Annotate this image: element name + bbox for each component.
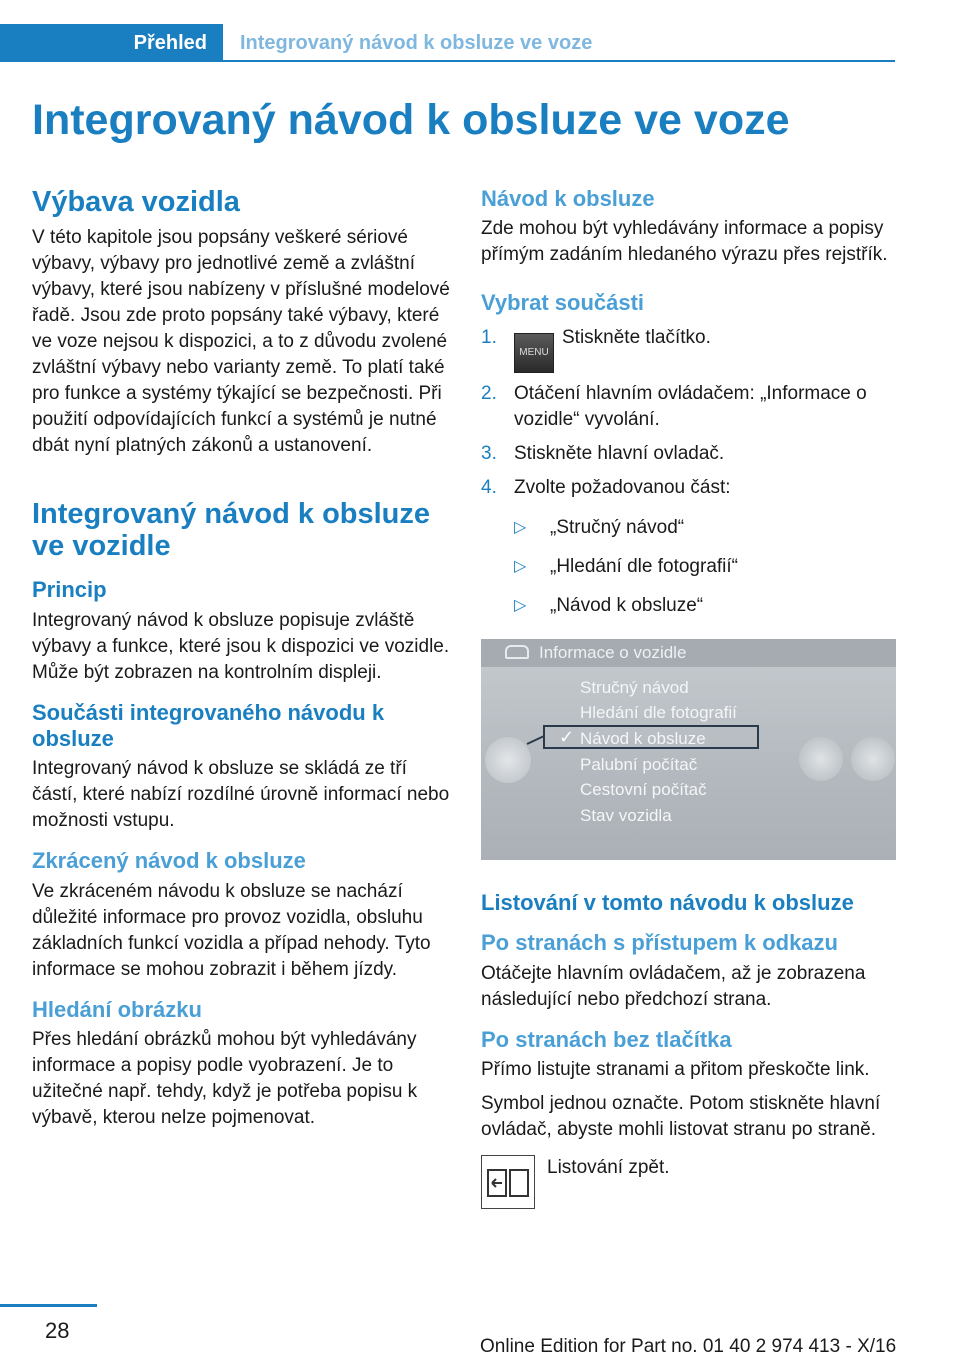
subheading: Po stranách bez tlačítka (481, 1026, 732, 1052)
paragraph: Otáčejte hlavním ovládačem, až je zobrazena následující nebo předchozí strana. (481, 962, 866, 1010)
idrive-screen-image (481, 639, 896, 860)
screen-icon (851, 737, 895, 781)
sub-item-text: „Návod k obsluze“ (550, 594, 704, 616)
sub-item-text: „Hledání dle fotografií“ (550, 555, 738, 577)
screen-menu-item: Stav vozidla (580, 805, 672, 825)
list-icon (799, 737, 843, 781)
subheading: Zkrácený návod k obsluze (32, 848, 306, 874)
footer-line (0, 1304, 97, 1307)
book-back-icon (481, 1155, 535, 1209)
paragraph: Integrovaný návod k obsluze se skládá ze tří částí, které nabízí rozdílné úrovně informací nebo možnosti vstupu. (32, 758, 450, 832)
paragraph: V této kapitole jsou popsány veškeré sériové výbavy, výbavy pro jednotlivé země a zvláštní výbavy, které jsou nabízeny v příslušné modelové řadě. Jsou zde proto popsány také výbavy, které ve voze nejsou k dispozici, a to z důvodu zvolené zvláštní výbavy nebo varianty země. To platí také pro funkce a systémy týkající se bezpečnosti. Při použití odpovídajících funkcí a systémů je nutné dbát nyní platných zákonů a ustanovení. (32, 227, 450, 457)
page-header (0, 24, 895, 62)
header-line (223, 60, 895, 62)
back-row (481, 1155, 896, 1225)
triangle-bullet-icon: ▷ (514, 596, 527, 614)
section-heading: Integrovaný návod k obsluze ve vozidle (32, 498, 431, 563)
screen-title: Informace o vozidle (539, 642, 687, 662)
subheading: Vybrat součásti (481, 290, 645, 316)
paragraph: Symbol jednou označte. Potom stiskněte hlavní ovládač, abyste mohli listovat stranu po straně. (481, 1092, 881, 1140)
check-icon: ✓ (559, 726, 575, 747)
selection-pointer (527, 735, 544, 744)
screen-menu-item: Cestovní počítač (580, 780, 707, 800)
section-heading: Výbava vozidla (32, 186, 240, 218)
menu-button-icon: MENU (514, 333, 554, 373)
step-number: 2. (481, 382, 497, 404)
paragraph: Zde mohou být vyhledávány informace a popisy přímým zadáním hledaného výrazu přes rejstřík. (481, 218, 888, 266)
subheading: Hledání obrázku (32, 996, 202, 1022)
screen-menu (580, 675, 737, 829)
subheading: Návod k obsluze (481, 186, 655, 211)
left-column (32, 186, 450, 1139)
sub-item (514, 593, 896, 619)
header-tab: Přehled (0, 24, 223, 62)
back-text: Listování zpět. (547, 1156, 670, 1178)
car-icon (505, 645, 529, 659)
step-number: 3. (481, 442, 497, 464)
page-title: Integrovaný návod k obsluze ve voze (32, 96, 790, 144)
list-item (481, 441, 896, 467)
paragraph: Integrovaný návod k obsluze popisuje zvláště výbavy a funkce, které jsou k dispozici ve vozidle. Může být zobrazen na kontrolním displeji. (32, 609, 450, 683)
sub-item (514, 515, 896, 541)
screen-menu-item: Palubní počítač (580, 754, 698, 774)
subheading: Princip (32, 577, 107, 603)
subheading: Po stranách s přístupem k odkazu (481, 930, 838, 956)
subheading: Listování v tomto návodu k obsluze (481, 889, 854, 915)
page-number: 28 (45, 1318, 70, 1343)
step-text: Stiskněte tlačítko. (562, 326, 711, 348)
list-item (481, 381, 896, 433)
paragraph: Přímo listujte stranami a přitom přeskočte link. (481, 1058, 870, 1080)
paragraph: Přes hledání obrázků mohou být vyhledávány informace a popisy podle vyobrazení. Je to užitečné např. tehdy, když je potřeba popisu k výbavě, kterou nelze pojmenovat. (32, 1029, 418, 1129)
screen-menu-item: Návod k obsluze (580, 728, 706, 748)
sub-item-text: „Stručný návod“ (550, 516, 685, 538)
edition-text: Online Edition for Part no. 01 40 2 974 413 - X/16 (480, 1336, 897, 1357)
step-number: 4. (481, 476, 497, 498)
header-subtitle: Integrovaný návod k obsluze ve voze (240, 32, 593, 54)
subheading: Součásti integrovaného návodu k obsluze (32, 699, 385, 751)
step-text: Stiskněte hlavní ovladač. (514, 442, 725, 464)
step-text: Otáčení hlavním ovládačem: „Informace o vozidle“ vyvolání. (514, 382, 867, 430)
sub-item (514, 554, 896, 580)
triangle-bullet-icon: ▷ (514, 557, 527, 575)
screen-menu-item: Hledání dle fotografií (580, 703, 737, 723)
list-item (481, 475, 896, 619)
paragraph: Ve zkráceném návodu k obsluze se nachází důležité informace pro provoz vozidla, obsluhu základních funkcí vozidla a případ nehody. Tyto informace se mohou zobrazit i během jízdy. (32, 880, 431, 980)
triangle-bullet-icon: ▷ (514, 518, 527, 536)
step-number: 1. (481, 326, 497, 348)
list-item (481, 325, 896, 373)
step-text: Zvolte požadovanou část: (514, 476, 731, 498)
screen-menu-item: Stručný návod (580, 677, 689, 697)
sub-list (514, 515, 896, 619)
steps-list (481, 325, 896, 619)
right-column (481, 186, 896, 1225)
controller-knob-icon (485, 737, 531, 783)
